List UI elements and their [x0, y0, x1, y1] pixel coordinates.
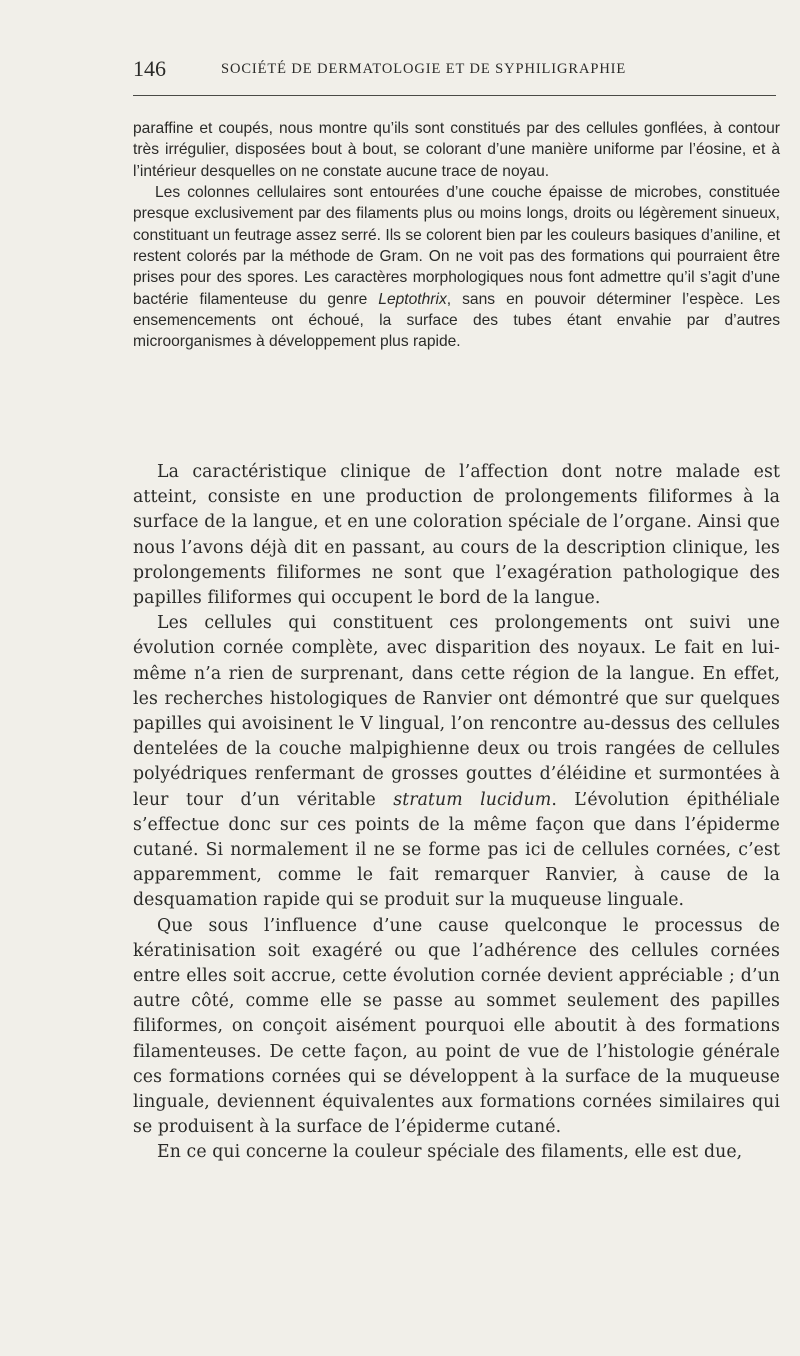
main-paragraph-1: La caractéristique clinique de l’affection dont notre malade est atteint, consiste en une production de prolongements filiformes à la surface de la langue, et en une coloration spéciale de l’organe. Ainsi que nous l’avons déjà dit en passant, au cours de la description clinique, les prolongements filiformes ne sont que l’exagération pathologique des papilles filiformes qui occupent le bord de la langue. — [133, 462, 780, 609]
main-paragraph-2 — [133, 611, 780, 913]
small-paragraph-1: paraffine et coupés, nous montre qu’ils sont constitués par des cellules gonflées, à contour très irrégulier, disposées bout à bout, se colorant d’une manière uniforme par l’éosine, et à l’intérieur desquelles on ne constate aucune trace de noyau. — [133, 120, 780, 180]
main-text-section — [133, 460, 780, 1166]
small-paragraph-2-text-b: , sans en pouvoir déterminer l’espèce. Les ensemencements ont échoué, la surface des tubes étant envahie par d’autres microorganismes à développement plus rapide. — [133, 290, 780, 351]
page-header — [133, 56, 776, 86]
page-number: 146 — [133, 56, 166, 81]
main-paragraph-2-text-a: Les cellules qui constituent ces prolongements ont suivi une évolution cornée complète, avec disparition des noyaux. Le fait en lui-même n’a rien de surprenant, dans cette région de la langue. En effet, les recherches histologiques de Ranvier ont démontré que sur quelques papilles qui avoisinent le V lingual, l’on rencontre au-dessus des cellules dentelées de la couche malpighienne deux ou trois rangées de cellules polyédriques renfermant de grosses gouttes d’éléidine et surmontées à leur tour d’un véritable — [133, 613, 780, 810]
main-paragraph-2-text-b: . L’évolution épithéliale s’effectue donc sur ces points de la même façon que dans l’épiderme cutané. Si normalement il ne se forme pas ici de cellules cornées, c’est apparemment, comme le fait remarquer Ranvier, à cause de la desquamation rapide qui se produit sur la muqueuse linguale. — [133, 789, 781, 911]
header-rule — [133, 95, 776, 96]
genus-name: Leptothrix — [378, 290, 447, 308]
running-head: SOCIÉTÉ DE DERMATOLOGIE ET DE SYPHILIGRAPHIE — [221, 61, 627, 77]
stratum-lucidum-term: stratum lucidum — [393, 789, 552, 810]
main-paragraph-3: Que sous l’influence d’une cause quelconque le processus de kératinisation soit exagéré ou que l’adhérence des cellules cornées entre elles soit accrue, cette évolution cornée devient appréciable ; d’un autre côté, comme elle se passe au sommet seulement des papilles filiformes, on conçoit aisément pourquoi elle aboutit à des formations filamenteuses. De cette façon, au point de vue de l’histologie générale ces formations cornées qui se développent à la surface de la muqueuse linguale, deviennent équivalentes aux formations cornées similaires qui se produisent à la surface de l’épiderme cutané. — [133, 915, 780, 1138]
small-paragraph-2 — [133, 182, 780, 353]
small-print-section — [133, 118, 780, 353]
main-paragraph-4: En ce qui concerne la couleur spéciale des filaments, elle est due, — [157, 1142, 743, 1163]
small-paragraph-2-text-a: Les colonnes cellulaires sont entourées d’une couche épaisse de microbes, constituée presque exclusivement par des filaments plus ou moins longs, droits ou légèrement sinueux, constituant un feutrage assez serré. Ils se colorent bien par les couleurs basiques d’aniline, et restent colorés par la méthode de Gram. On ne voit pas des formations qui pourraient être prises pour des spores. Les caractères morphologiques nous font admettre qu’il s’agit d’une bactérie filamenteuse du genre — [133, 184, 780, 308]
